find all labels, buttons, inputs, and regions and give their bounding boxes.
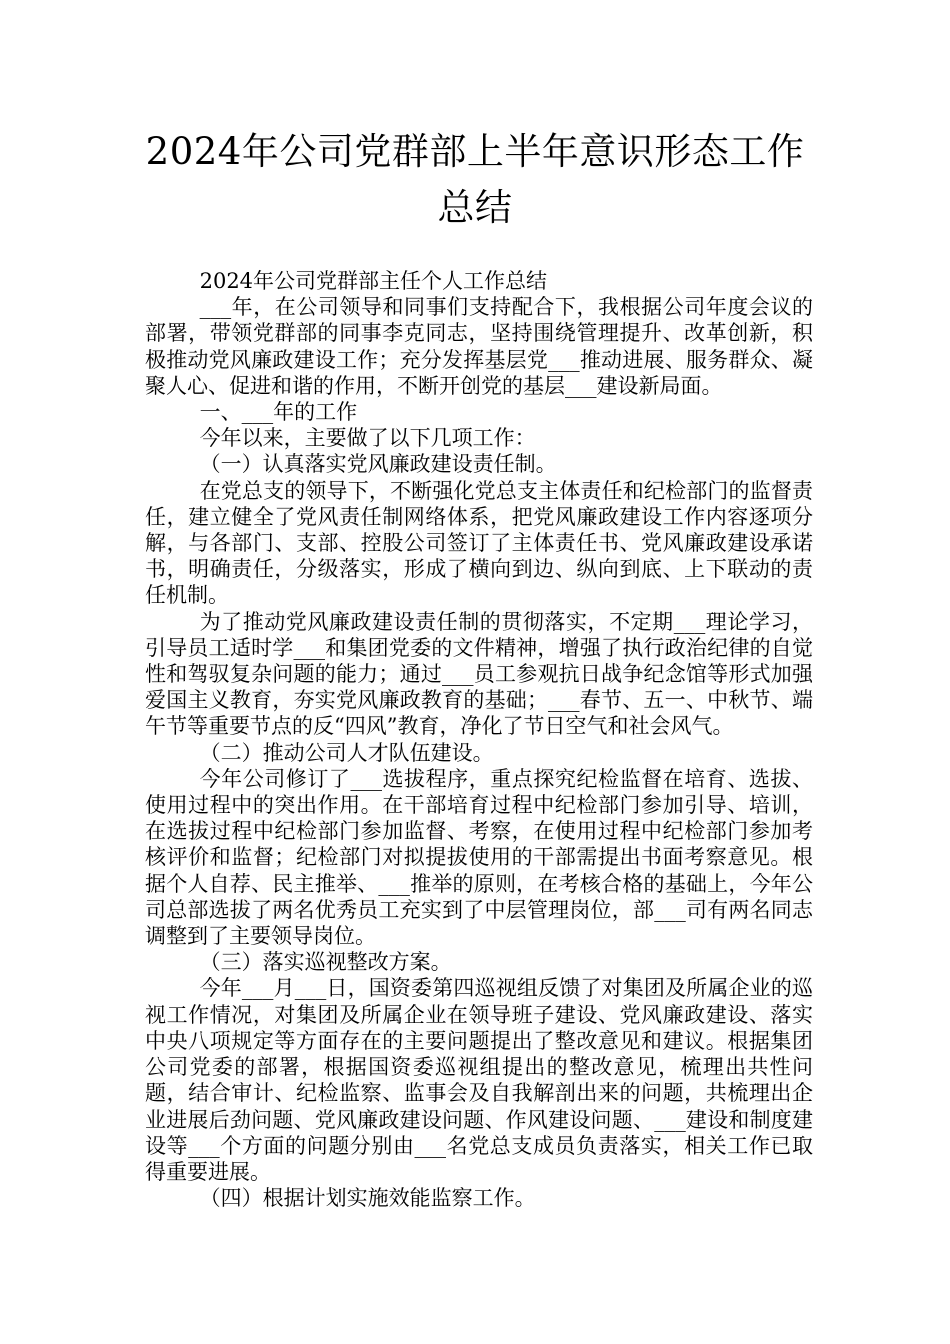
paragraph-intro: ___年，在公司领导和同事们支持配合下，我根据公司年度会议的部署，带领党群部的同事李克同志，坚持围绕管理提升、改革创新，积极推动党风廉政建设工作；充分发挥基层党___推动进展、服务群众、凝聚人心、促进和谐的作用，不断开创党的基层___建设新局面。: [145, 295, 813, 398]
paragraph-implementation: 为了推动党风廉政建设责任制的贯彻落实，不定期___理论学习，引导员工适时学___和集团党委的文件精神，增强了执行政治纪律的自觉性和驾驭复杂问题的能力；通过___员工参观抗日战争纪念馆等形式加强爱国主义教育，夯实党风廉政教育的基础；___春节、五一、中秋节、端午节等重要节点的反“四风”教育，净化了节日空气和社会风气。: [145, 609, 813, 739]
subsection-heading-2: （二）推动公司人才队伍建设。: [199, 740, 494, 765]
document-title: 2024年公司党群部上半年意识形态工作总结: [145, 130, 805, 229]
paragraph-inspection: 今年___月___日，国资委第四巡视组反馈了对集团及所属企业的巡视工作情况，对集团及所属企业在领导班子建设、党风廉政建设、落实中央八项规定等方面存在的主要问题提出了整改意见和建议。根据集团公司党委的部署，根据国资委巡视组提出的整改意见，梳理出共性问题，结合审计、纪检监察、监事会及自我解剖出来的问题，共梳理出企业进展后劲问题、党风廉政建设问题、作风建设问题、___建设和制度建设等___个方面的问题分别由___名党总支成员负责落实，相关工作已取得重要进展。: [145, 976, 813, 1184]
paragraph-overview: 今年以来，主要做了以下几项工作：: [199, 426, 536, 451]
paragraph-responsibility: 在党总支的领导下，不断强化党总支主体责任和纪检部门的监督责任，建立健全了党风责任制网络体系，把党风廉政建设工作内容逐项分解，与各部门、支部、控股公司签订了主体责任书、党风廉政建设承诺书，明确责任，分级落实，形成了横向到边、纵向到底、上下联动的责任机制。: [145, 478, 813, 608]
subsection-heading-4: （四）根据计划实施效能监察工作。: [199, 1186, 536, 1211]
paragraph-subtitle: 2024年公司党群部主任个人工作总结: [199, 269, 548, 293]
subsection-heading-1: （一）认真落实党风廉政建设责任制。: [199, 452, 557, 477]
paragraph-talent: 今年公司修订了___选拔程序，重点探究纪检监督在培育、选拔、使用过程中的突出作用。在干部培育过程中纪检部门参加引导、培训，在选拔过程中纪检部门参加监督、考察，在使用过程中纪检部门参加考核评价和监督；纪检部门对拟提拔使用的干部需提出书面考察意见。根据个人自荐、民主推举、___推举的原则，在考核合格的基础上，今年公司总部选拔了两名优秀员工充实到了中层管理岗位，部___司有两名同志调整到了主要领导岗位。: [145, 766, 813, 949]
document-body: [145, 268, 813, 1211]
subsection-heading-3: （三）落实巡视整改方案。: [199, 950, 452, 975]
section-heading-1: 一、___年的工作: [199, 400, 358, 425]
